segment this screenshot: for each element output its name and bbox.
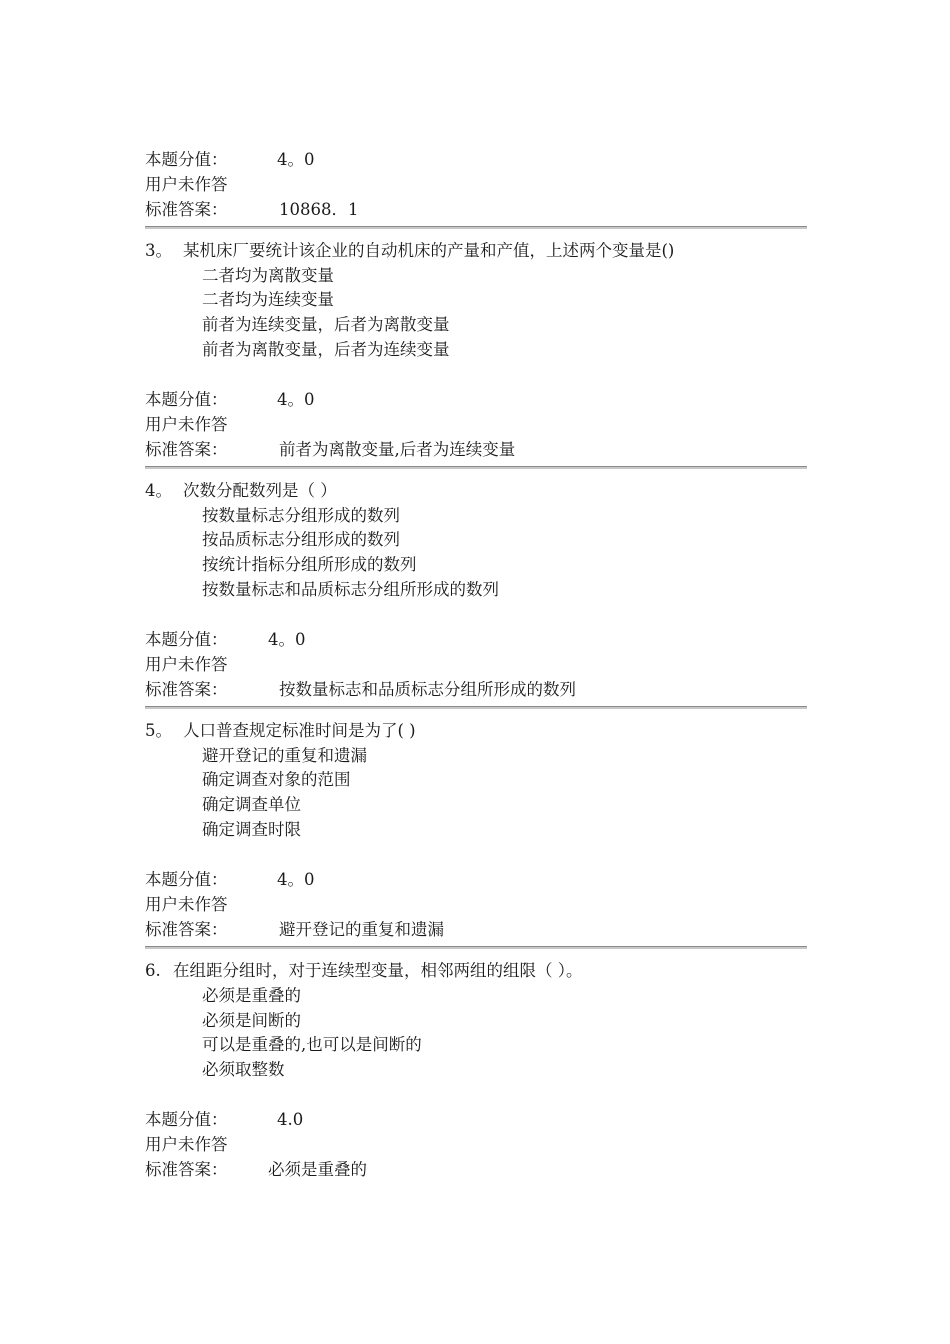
option-item: 确定调查时限	[202, 820, 301, 840]
question-text: 在组距分组时，对于连续型变量，相邻两组的组限（ ）。	[173, 960, 583, 980]
standard-answer-row	[145, 198, 807, 223]
option-item: 前者为离散变量，后者为连续变量	[202, 340, 450, 360]
standard-answer-label: 标准答案：	[145, 1159, 228, 1179]
standard-answer-value: 必须是重叠的	[268, 1159, 367, 1179]
standard-answer-row	[145, 438, 807, 463]
standard-answer-row	[145, 1158, 807, 1183]
option-item: 按数量标志和品质标志分组所形成的数列	[202, 580, 499, 600]
option-item: 二者均为连续变量	[202, 290, 334, 310]
question-3	[145, 239, 807, 469]
question-5	[145, 719, 807, 949]
question-text: 某机床厂要统计该企业的自动机床的产量和产值，上述两个变量是()	[183, 240, 675, 260]
score-row	[145, 868, 807, 893]
question-number: 6.	[145, 960, 161, 980]
answer-status: 用户未作答	[145, 1134, 228, 1154]
standard-answer-row	[145, 678, 807, 703]
score-label: 本题分值：	[145, 630, 228, 650]
answer-status: 用户未作答	[145, 894, 228, 914]
score-label: 本题分值：	[145, 870, 228, 890]
score-value: 4.0	[277, 1110, 304, 1130]
question-text: 人口普查规定标准时间是为了( )	[183, 720, 416, 740]
option-item: 二者均为离散变量	[202, 265, 334, 285]
option-item: 确定调查单位	[202, 795, 301, 815]
score-label: 本题分值：	[145, 390, 228, 410]
option-item: 按数量标志分组形成的数列	[202, 505, 400, 525]
question-number: 4。	[145, 480, 172, 500]
option-item: 必须是间断的	[202, 1010, 301, 1030]
standard-answer-value: 10868．1	[279, 199, 359, 219]
option-item: 前者为连续变量，后者为离散变量	[202, 315, 450, 335]
question-number: 5。	[145, 720, 172, 740]
score-row	[145, 628, 807, 653]
standard-answer-label: 标准答案：	[145, 199, 228, 219]
option-item: 按统计指标分组所形成的数列	[202, 555, 417, 575]
answer-block-q2	[145, 148, 807, 229]
answer-status: 用户未作答	[145, 174, 228, 194]
standard-answer-label: 标准答案：	[145, 679, 228, 699]
score-value: 4。0	[277, 870, 315, 890]
score-row	[145, 388, 807, 413]
score-label: 本题分值：	[145, 1110, 228, 1130]
standard-answer-label: 标准答案：	[145, 919, 228, 939]
question-number: 3。	[145, 240, 172, 260]
question-4	[145, 479, 807, 709]
quiz-document	[145, 148, 807, 1183]
option-item: 必须是重叠的	[202, 985, 301, 1005]
score-value: 4。0	[268, 630, 306, 650]
question-6	[145, 959, 807, 1183]
answer-status: 用户未作答	[145, 654, 228, 674]
question-title	[145, 479, 807, 504]
option-item: 必须取整数	[202, 1060, 285, 1080]
option-item: 确定调查对象的范围	[202, 770, 351, 790]
score-value: 4。0	[277, 150, 315, 169]
question-title	[145, 719, 807, 744]
question-title	[145, 959, 807, 984]
option-item: 按品质标志分组形成的数列	[202, 530, 400, 550]
standard-answer-value: 前者为离散变量,后者为连续变量	[279, 439, 516, 459]
option-item: 避开登记的重复和遗漏	[202, 745, 367, 765]
score-row	[145, 148, 807, 173]
score-row	[145, 1108, 807, 1133]
standard-answer-value: 避开登记的重复和遗漏	[279, 919, 444, 939]
score-value: 4。0	[277, 390, 315, 410]
score-label: 本题分值：	[145, 150, 228, 169]
standard-answer-label: 标准答案：	[145, 439, 228, 459]
option-item: 可以是重叠的,也可以是间断的	[202, 1035, 422, 1055]
standard-answer-row	[145, 918, 807, 943]
question-title	[145, 239, 807, 264]
answer-status: 用户未作答	[145, 414, 228, 434]
question-text: 次数分配数列是（ ）	[183, 480, 337, 500]
standard-answer-value: 按数量标志和品质标志分组所形成的数列	[279, 679, 576, 699]
